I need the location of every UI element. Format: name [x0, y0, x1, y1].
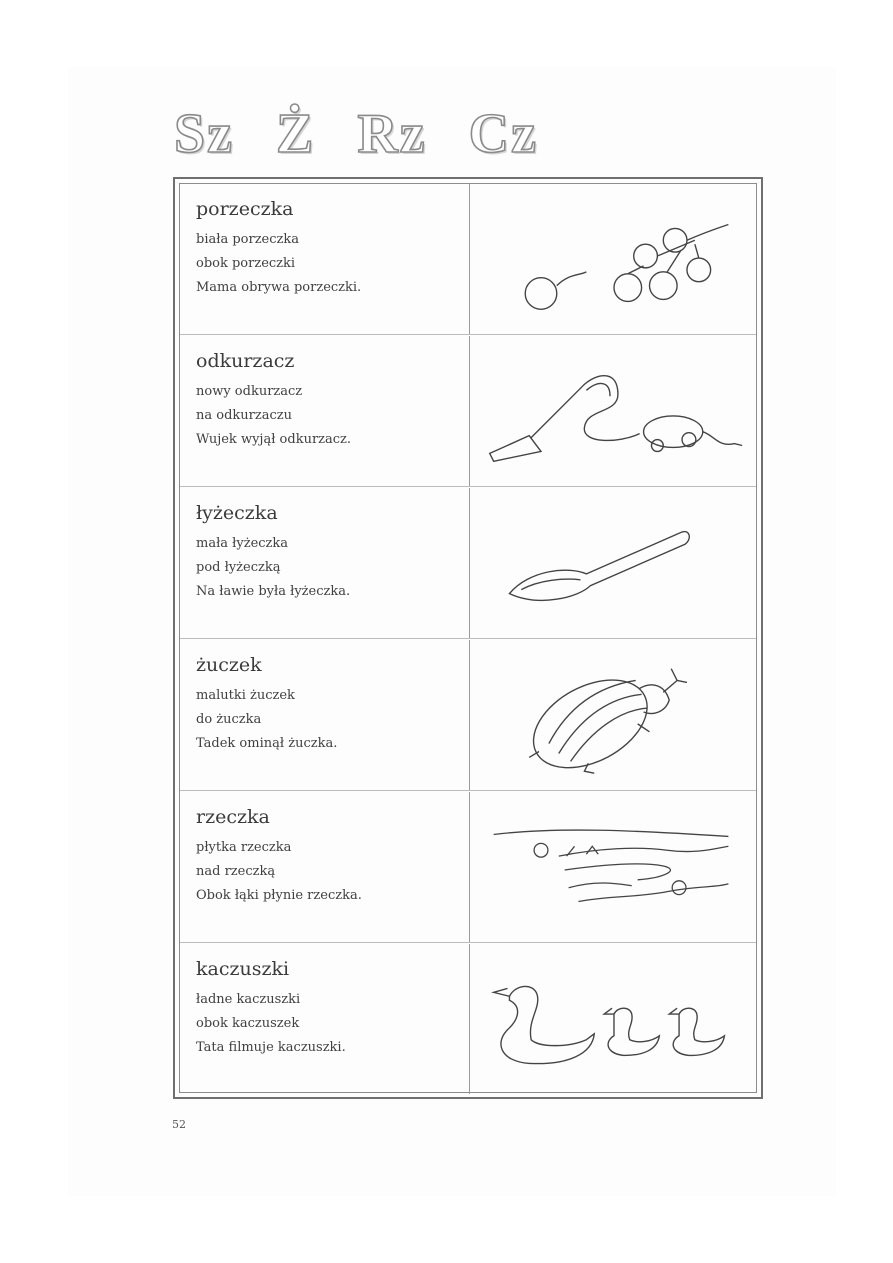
text-cell: [180, 792, 470, 942]
row-word: łyżeczka: [196, 502, 278, 524]
picture-cell: [470, 184, 756, 334]
table-row: [180, 184, 756, 335]
picture-cell: [470, 944, 756, 1094]
phrase-line: mała łyżeczka: [196, 536, 289, 551]
phrase-line: pod łyżeczką: [196, 560, 281, 575]
river-icon: [470, 792, 756, 942]
row-word: odkurzacz: [196, 350, 295, 372]
page-number: 52: [172, 1118, 186, 1131]
table-row: [180, 792, 756, 943]
phrase-line: płytka rzeczka: [196, 840, 292, 855]
spoon-icon: [470, 488, 756, 638]
row-word: porzeczka: [196, 198, 294, 220]
vacuum-cleaner-icon: [470, 336, 756, 486]
picture-cell: [470, 792, 756, 942]
phrase-line: biała porzeczka: [196, 232, 299, 247]
heading-letters-rz: Rz: [357, 103, 427, 165]
table-row: [180, 488, 756, 639]
ducks-icon: [470, 944, 756, 1094]
phrase-line: Na ławie była łyżeczka.: [196, 584, 351, 599]
phrase-line: nowy odkurzacz: [196, 384, 303, 399]
phrase-line: na odkurzaczu: [196, 408, 292, 423]
text-cell: [180, 336, 470, 486]
text-cell: [180, 640, 470, 790]
phrase-line: obok porzeczki: [196, 256, 296, 271]
picture-cell: [470, 640, 756, 790]
table-row: [180, 640, 756, 791]
exercise-table: [173, 177, 763, 1099]
phrase-line: malutki żuczek: [196, 688, 295, 703]
row-word: żuczek: [196, 654, 262, 676]
row-word: rzeczka: [196, 806, 270, 828]
phrase-line: Mama obrywa porzeczki.: [196, 280, 362, 295]
heading-letters-cz: Cz: [468, 103, 538, 165]
text-cell: [180, 488, 470, 638]
heading-letters-sz: Sz: [174, 103, 234, 165]
row-word: kaczuszki: [196, 958, 290, 980]
phrase-line: obok kaczuszek: [196, 1016, 300, 1031]
phrase-line: nad rzeczką: [196, 864, 276, 879]
phrase-line: do żuczka: [196, 712, 262, 727]
phrase-line: Obok łąki płynie rzeczka.: [196, 888, 362, 903]
table-row: [180, 944, 756, 1094]
page-heading: [174, 92, 538, 165]
heading-letters-z-dot: Ż: [276, 103, 316, 165]
phrase-line: Wujek wyjął odkurzacz.: [196, 432, 352, 447]
phrase-line: Tata filmuje kaczuszki.: [196, 1040, 346, 1055]
phrase-line: ładne kaczuszki: [196, 992, 301, 1007]
phrase-line: Tadek ominął żuczka.: [196, 736, 338, 751]
text-cell: [180, 944, 470, 1094]
text-cell: [180, 184, 470, 334]
table-row: [180, 336, 756, 487]
beetle-icon: [470, 640, 756, 790]
picture-cell: [470, 488, 756, 638]
picture-cell: [470, 336, 756, 486]
currants-icon: [470, 184, 756, 334]
